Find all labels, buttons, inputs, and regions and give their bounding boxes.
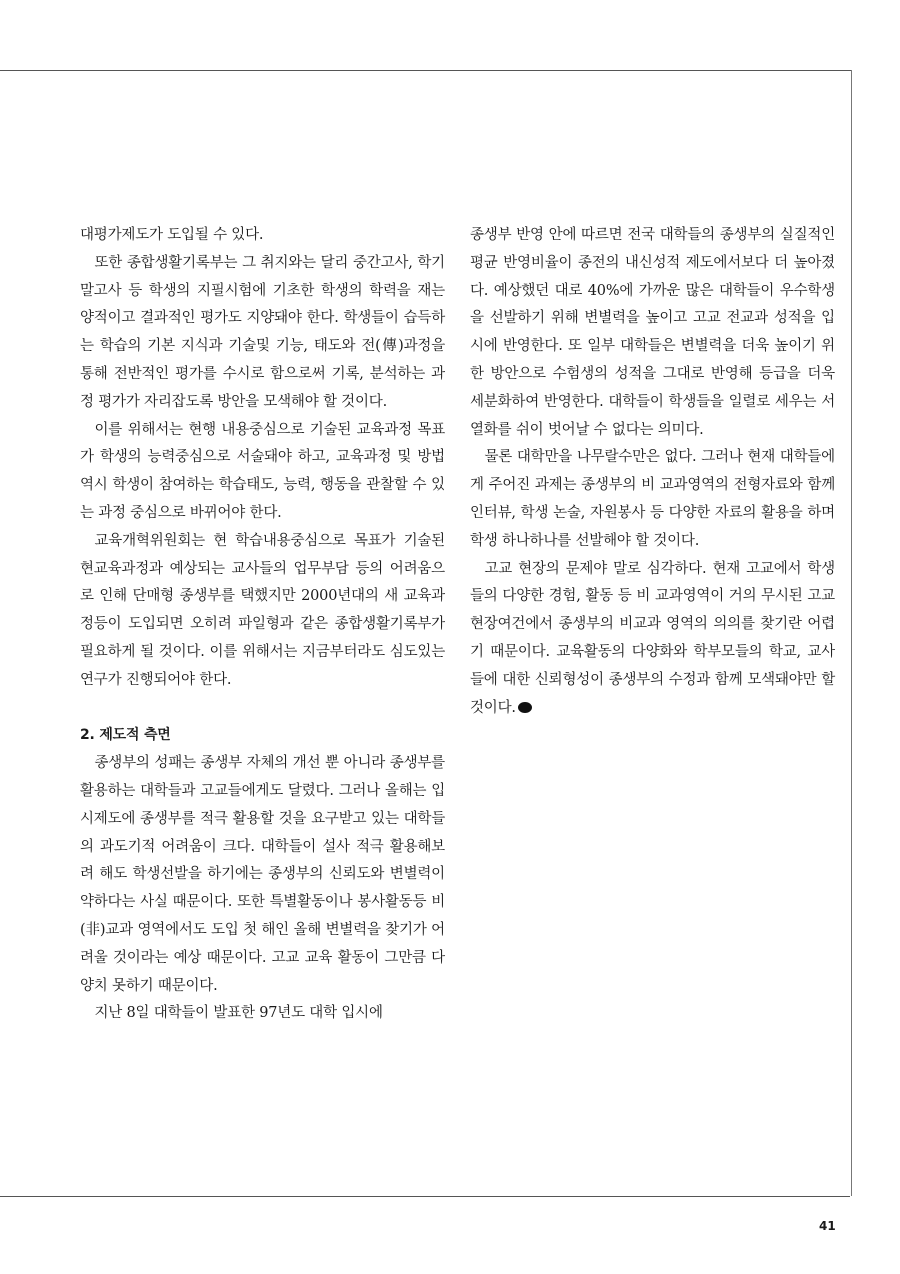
- left-paragraph-5: 종생부의 성패는 종생부 자체의 개선 뿐 아니라 종생부를 활용하는 대학들과 고교들에게도 달렸다. 그러나 올해는 입시제도에 종생부를 적극 활용할 것을 요구받고 있는 대학들의 과도기적 어려움이 크다. 대학들이 설사 적극 활용해보려 해도 학생선발을 하기에는 종생부의 신뢰도와 변별력이 약하다는 사실 때문이다. 또한 특별활동이나 봉사활동등 비(非)교과 영역에서도 도입 첫 해인 올해 변별력을 찾기가 어려울 것이라는 예상 때문이다. 고교 교육 활동이 그만큼 다양치 못하기 때문이다.: [80, 755, 445, 994]
- bottom-rule: [0, 1196, 850, 1197]
- right-paragraph-1: 종생부 반영 안에 따르면 전국 대학들의 종생부의 실질적인 평균 반영비율이 종전의 내신성적 제도에서보다 더 높아졌다. 예상했던 대로 40%에 가까운 많은 대학들이 우수학생을 선발하기 위해 변별력을 높이고 고교 전교과 성적을 입시에 반영한다. 또 일부 대학들은 변별력을 더욱 높이기 위한 방안으로 수험생의 성적을 그대로 반영해 등급을 더욱 세분화하여 반영한다. 대학들이 학생들을 일렬로 세우는 서열화를 쉬이 벗어날 수 없다는 의미다.: [470, 227, 835, 438]
- left-paragraph-4: 교육개혁위원회는 현 학습내용중심으로 목표가 기술된 현교육과정과 예상되는 교사들의 업무부담 등의 어려움으로 인해 단매형 종생부를 택했지만 2000년대의 새 교육과정등이 도입되면 오히려 파일형과 같은 종합생활기록부가 필요하게 될 것이다. 이를 위해서는 지금부터라도 심도있는 연구가 진행되어야 한다.: [80, 532, 445, 688]
- left-paragraph-6: 지난 8일 대학들이 발표한 97년도 대학 입시에: [94, 1005, 383, 1022]
- end-mark-icon: [518, 702, 532, 713]
- right-column: [470, 222, 835, 722]
- right-paragraph-2: 물론 대학만을 나무랄수만은 없다. 그러나 현재 대학들에게 주어진 과제는 종생부의 비 교과영역의 전형자료와 함께 인터뷰, 학생 논술, 자원봉사 등 다양한 자료의 활용을 하며 학생 하나하나를 선발해야 할 것이다.: [470, 449, 835, 549]
- right-paragraph-3-text: 고교 현장의 문제야 말로 심각하다. 현재 고교에서 학생들의 다양한 경험, 활동 등 비 교과영역이 거의 무시된 고교 현장여건에서 종생부의 비교과 영역의 의의를 찾기란 어렵기 때문이다. 교육활동의 다양화와 학부모들의 학교, 교사들에 대한 신뢰형성이 종생부의 수정과 함께 모색돼야만 할 것이다.: [470, 560, 835, 716]
- page-number: 41: [819, 1219, 836, 1233]
- left-paragraph-2: 또한 종합생활기록부는 그 취지와는 달리 중간고사, 학기말고사 등 학생의 지필시험에 기초한 학생의 학력을 재는 양적이고 결과적인 평가도 지양돼야 한다. 학생들이 습득하는 학습의 기본 지식과 기술및 기능, 태도와 전(傳)과정을 통해 전반적인 평가를 수시로 함으로써 기록, 분석하는 과정 평가가 자리잡도록 방안을 모색해야 할 것이다.: [80, 254, 445, 410]
- left-paragraph-1: 대평가제도가 도입될 수 있다.: [80, 227, 264, 243]
- right-rule: [851, 70, 852, 1196]
- top-rule: [0, 70, 852, 71]
- left-column: [80, 222, 445, 1028]
- left-paragraph-3: 이를 위해서는 현행 내용중심으로 기술된 교육과정 목표가 학생의 능력중심으로 서술돼야 하고, 교육과정 및 방법 역시 학생이 참여하는 학습태도, 능력, 행동을 관찰할 수 있는 과정 중심으로 바뀌어야 한다.: [80, 421, 445, 521]
- right-paragraph-3: [470, 556, 835, 723]
- section-heading: 2. 제도적 측면: [80, 727, 171, 744]
